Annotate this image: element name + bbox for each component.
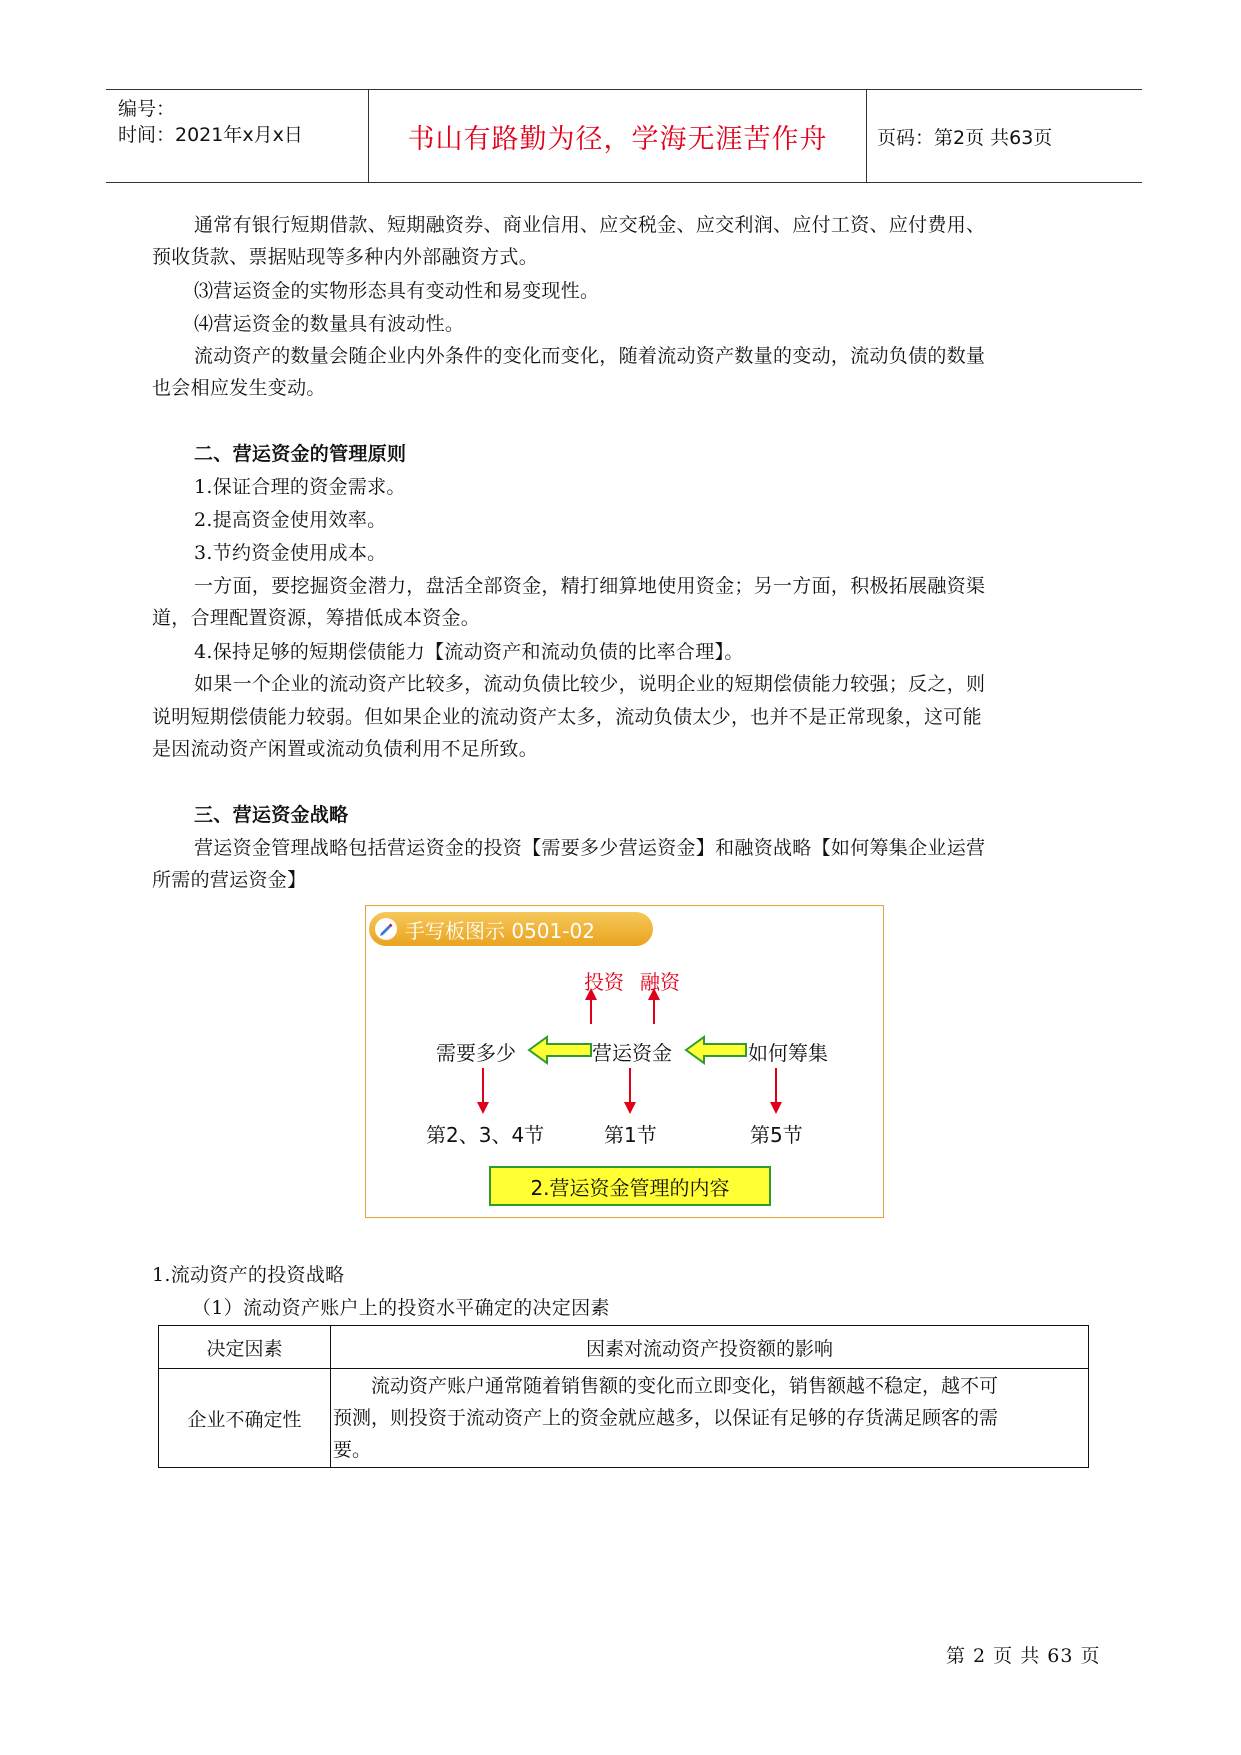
page-header: [106, 89, 1142, 183]
impact-line: 要。: [333, 1439, 372, 1461]
header-page-cell: [867, 90, 1142, 182]
header-motto-cell: [369, 90, 867, 182]
paragraph: 道，合理配置资源，筹措低成本资金。: [152, 607, 481, 629]
list-item: 3.节约资金使用成本。: [194, 542, 387, 564]
finance-label: 融资: [640, 970, 680, 994]
list-item: 1.保证合理的资金需求。: [194, 476, 406, 498]
impact-line: 流动资产账户通常随着销售额的变化而立即变化，销售额越不稳定，越不可: [371, 1375, 999, 1397]
paragraph: 营运资金管理战略包括营运资金的投资【需要多少营运资金】和融资战略【如何筹集企业运营: [194, 837, 986, 859]
list-item: 4.保持足够的短期偿债能力【流动资产和流动负债的比率合理】。: [194, 641, 744, 663]
document-time: 时间：2021年x月x日: [118, 124, 303, 146]
table-cell-impact: [331, 1369, 1089, 1468]
header-page-number: 页码：第2页 共63页: [877, 126, 1053, 149]
paragraph: 也会相应发生变动。: [152, 377, 326, 399]
section-5-label: 第5节: [750, 1123, 803, 1147]
section-1-label: 第1节: [604, 1123, 657, 1147]
paragraph: 通常有银行短期借款、短期融资券、商业信用、应交税金、应交利润、应付工资、应付费用、: [194, 214, 986, 236]
paragraph: 说明短期偿债能力较弱。但如果企业的流动资产太多，流动负债太少，也并不是正常现象，这可能: [152, 706, 982, 728]
table-row: [159, 1369, 1089, 1468]
figure-title: 手写板图示 0501-02: [405, 918, 595, 943]
paragraph: 如果一个企业的流动资产比较多，流动负债比较少，说明企业的短期偿债能力较强；反之，则: [194, 673, 986, 695]
factor-table: [158, 1325, 1089, 1468]
table-header-cell: 因素对流动资产投资额的影响: [331, 1326, 1089, 1369]
paragraph: ⑶营运资金的实物形态具有变动性和易变现性。: [194, 280, 600, 302]
table-header-cell: 决定因素: [159, 1326, 331, 1369]
paragraph: 一方面，要挖掘资金潜力，盘活全部资金，精打细算地使用资金；另一方面，积极拓展融资渠: [194, 575, 986, 597]
paragraph: 预收货款、票据贴现等多种内外部融资方式。: [152, 246, 539, 268]
table-header-row: [159, 1326, 1089, 1369]
document-code-label: 编号：: [118, 98, 176, 120]
header-motto: 书山有路勤为径，学海无涯苦作舟: [407, 123, 828, 155]
handwriting-board-figure: [365, 905, 884, 1218]
header-meta: [106, 90, 369, 182]
subsection-heading: 1.流动资产的投资战略: [152, 1264, 345, 1286]
paragraph: 流动资产的数量会随企业内外条件的变化而变化，随着流动资产数量的变动，流动负债的数量: [194, 345, 986, 367]
section-heading: 二、营运资金的管理原则: [194, 443, 407, 465]
need-amount-label: 需要多少: [436, 1041, 516, 1065]
management-content-box: 2.营运资金管理的内容: [489, 1166, 771, 1206]
paragraph: 所需的营运资金】: [152, 869, 307, 891]
section-heading: 三、营运资金战略: [194, 804, 349, 826]
working-capital-label: 营运资金: [592, 1041, 672, 1065]
list-item: 2.提高资金使用效率。: [194, 509, 387, 531]
paragraph: 是因流动资产闲置或流动负债利用不足所致。: [152, 738, 539, 760]
paragraph: ⑷营运资金的数量具有波动性。: [194, 313, 465, 335]
table-cell-factor: 企业不确定性: [159, 1369, 331, 1468]
sections-2-3-4-label: 第2、3、4节: [426, 1123, 545, 1147]
how-to-raise-label: 如何筹集: [748, 1041, 828, 1065]
subsection-heading: （1）流动资产账户上的投资水平确定的决定因素: [192, 1297, 610, 1319]
page-footer: 第 2 页 共 63 页: [946, 1645, 1101, 1667]
impact-line: 预测，则投资于流动资产上的资金就应越多，以保证有足够的存货满足顾客的需: [333, 1407, 999, 1429]
invest-label: 投资: [584, 970, 624, 994]
